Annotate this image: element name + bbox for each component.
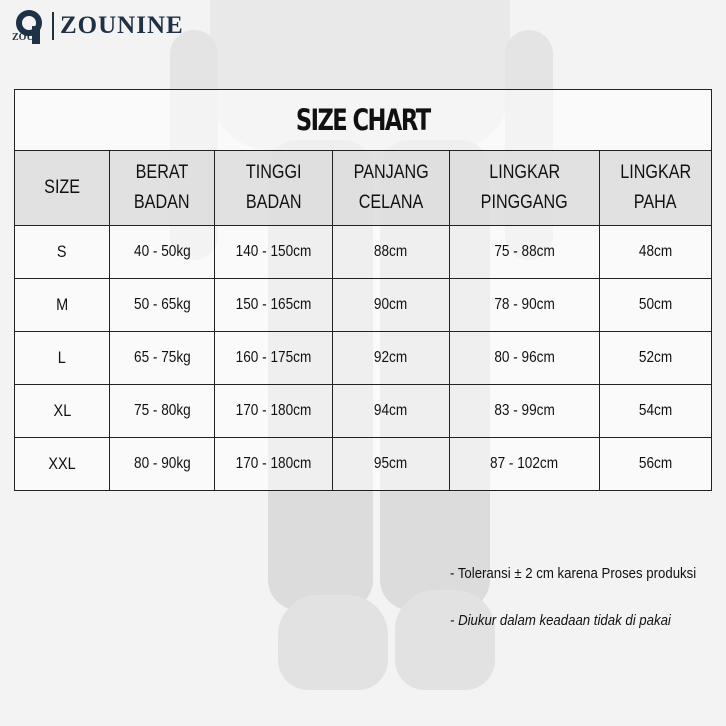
cell-panjang: 88cm [333,226,450,279]
cell-berat: 75 - 80kg [110,385,215,438]
header-lingkar-paha: LINGKAR PAHA [600,151,712,226]
header-lingkar-pinggang: LINGKAR PINGGANG [450,151,600,226]
table-row [15,385,712,438]
cell-berat: 80 - 90kg [110,438,215,491]
notes [450,565,726,659]
header-panjang-celana: PANJANG CELANA [333,151,450,226]
header-size: SIZE [15,151,110,226]
cell-tinggi: 170 - 180cm [215,385,333,438]
cell-size: S [15,226,110,279]
cell-panjang: 95cm [333,438,450,491]
cell-pinggang: 78 - 90cm [450,279,600,332]
cell-size: L [15,332,110,385]
cell-size: M [15,279,110,332]
table-row [15,332,712,385]
cell-panjang: 94cm [333,385,450,438]
table-row [15,438,712,491]
note-measured: - Diukur dalam keadaan tidak di pakai [450,612,671,629]
size-chart-table [14,89,712,491]
cell-panjang: 90cm [333,279,450,332]
cell-size: XXL [15,438,110,491]
cell-paha: 52cm [600,332,712,385]
cell-tinggi: 170 - 180cm [215,438,333,491]
cell-paha: 50cm [600,279,712,332]
cell-berat: 40 - 50kg [110,226,215,279]
logo-small-text: ZOU [12,32,34,43]
cell-paha: 56cm [600,438,712,491]
logo-nine-icon [12,8,48,44]
cell-tinggi: 150 - 165cm [215,279,333,332]
cell-pinggang: 83 - 99cm [450,385,600,438]
cell-pinggang: 75 - 88cm [450,226,600,279]
cell-pinggang: 87 - 102cm [450,438,600,491]
chart-title: SIZE CHART [15,90,712,151]
header-row [15,151,712,226]
brand-logo [12,8,184,44]
cell-tinggi: 160 - 175cm [215,332,333,385]
cell-paha: 54cm [600,385,712,438]
note-tolerance: - Toleransi ± 2 cm karena Proses produksi [450,565,697,582]
size-chart [14,89,711,491]
logo-divider [52,12,54,40]
cell-berat: 50 - 65kg [110,279,215,332]
brand-name: ZOUNINE [60,12,184,39]
cell-pinggang: 80 - 96cm [450,332,600,385]
cell-tinggi: 140 - 150cm [215,226,333,279]
table-row [15,279,712,332]
cell-size: XL [15,385,110,438]
cell-panjang: 92cm [333,332,450,385]
cell-paha: 48cm [600,226,712,279]
header-tinggi-badan: TINGGI BADAN [215,151,333,226]
header-berat-badan: BERAT BADAN [110,151,215,226]
cell-berat: 65 - 75kg [110,332,215,385]
table-row [15,226,712,279]
